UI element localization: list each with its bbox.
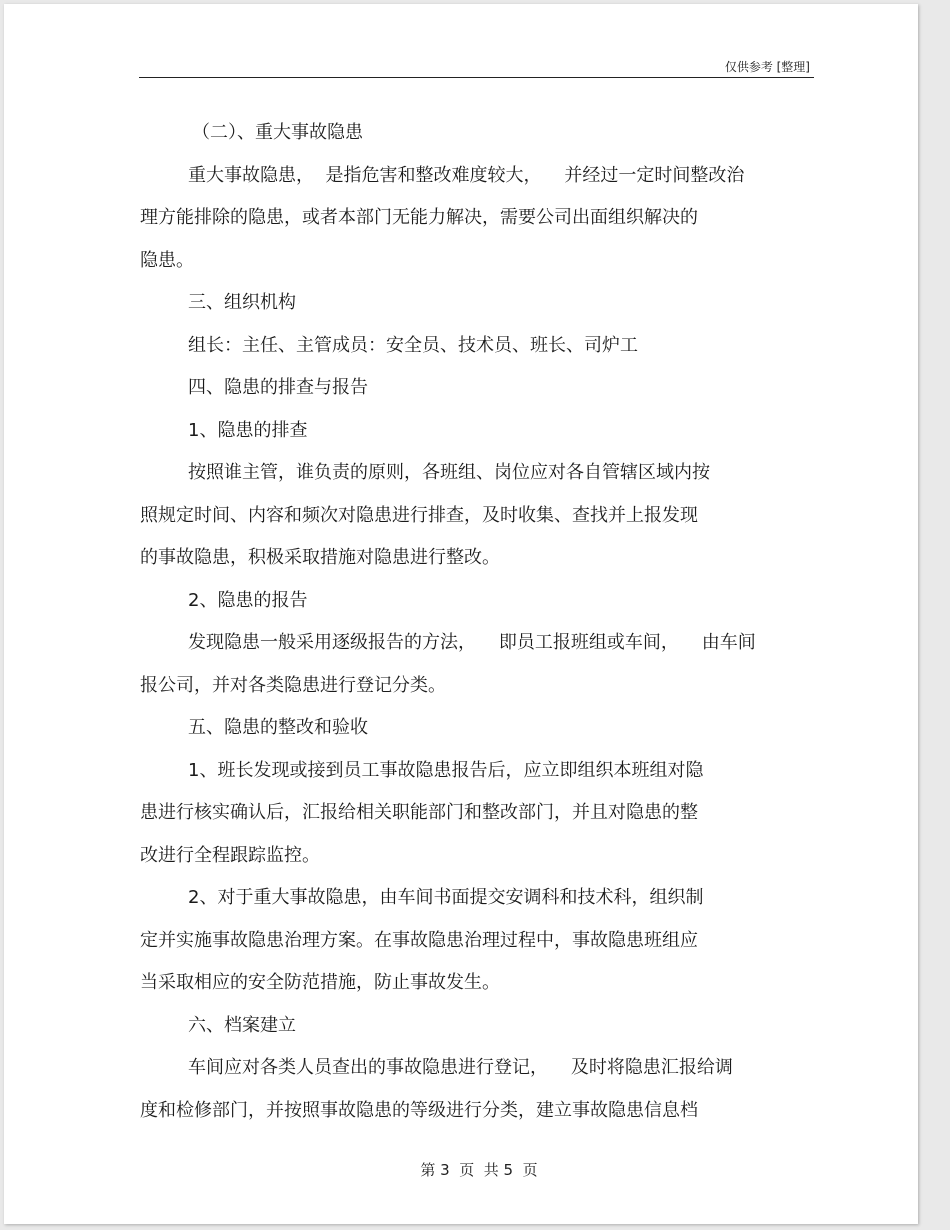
paragraph-line: 1、班长发现或接到员工事故隐患报告后，应立即组织本班组对隐 — [188, 759, 704, 781]
paragraph-line: 发现隐患一般采用逐级报告的方法， 即员工报班组或车间， 由车间 — [188, 632, 756, 653]
paragraph-line: 按照谁主管，谁负责的原则，各班组、岗位应对各自管辖区域内按 — [188, 462, 710, 483]
header-note: 仅供参考 [整理] — [724, 60, 810, 74]
paragraph-line: 照规定时间、内容和频次对隐患进行排查，及时收集、查找并上报发现 — [140, 504, 698, 526]
section-heading: 三、组织机构 — [188, 292, 296, 313]
paragraph-line: 理方能排除的隐患，或者本部门无能力解决，需要公司出面组织解决的 — [140, 207, 698, 228]
section-heading: 五、隐患的整改和验收 — [188, 717, 368, 738]
paragraph-line: 改进行全程跟踪监控。 — [140, 844, 320, 866]
section-heading: （二）、重大事故隐患 — [192, 122, 363, 143]
paragraph-line: 重大事故隐患， 是指危害和整改难度较大， 并经过一定时间整改治 — [188, 164, 745, 186]
body-text — [140, 112, 820, 1132]
paragraph-line: 隐患。 — [140, 249, 194, 271]
header-divider — [139, 77, 814, 78]
section-heading: 四、隐患的排查与报告 — [188, 377, 368, 398]
paragraph-line: 组长：主任、主管成员：安全员、技术员、班长、司炉工 — [188, 334, 638, 356]
document-page — [4, 4, 918, 1224]
subsection-heading: 2、隐患的报告 — [188, 589, 308, 611]
paragraph-line: 当采取相应的安全防范措施，防止事故发生。 — [140, 972, 500, 993]
page-number: 第 3 页 共 5 页 — [420, 1161, 538, 1179]
paragraph-line: 患进行核实确认后，汇报给相关职能部门和整改部门，并且对隐患的整 — [140, 802, 698, 823]
subsection-heading: 1、隐患的排查 — [188, 419, 308, 441]
paragraph-line: 2、对于重大事故隐患，由车间书面提交安调科和技术科，组织制 — [188, 887, 704, 908]
paragraph-line: 车间应对各类人员查出的事故隐患进行登记， 及时将隐患汇报给调 — [188, 1057, 733, 1078]
paragraph-line: 度和检修部门，并按照事故隐患的等级进行分类，建立事故隐患信息档 — [140, 1099, 698, 1121]
paragraph-line: 的事故隐患，积极采取措施对隐患进行整改。 — [140, 547, 500, 568]
paragraph-line: 定并实施事故隐患治理方案。在事故隐患治理过程中，事故隐患班组应 — [140, 929, 698, 951]
section-heading: 六、档案建立 — [188, 1014, 296, 1036]
paragraph-line: 报公司，并对各类隐患进行登记分类。 — [140, 674, 446, 696]
